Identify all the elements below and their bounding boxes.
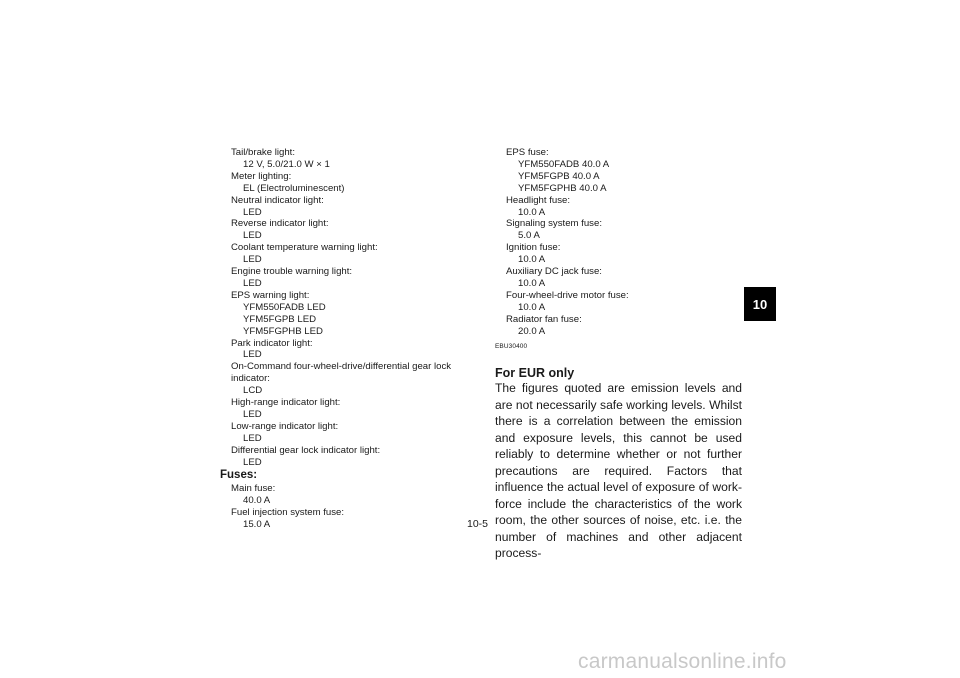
spec-value: 15.0 A bbox=[243, 519, 271, 531]
spec-value: 10.0 A bbox=[518, 301, 546, 313]
spec-value: 12 V, 5.0/21.0 W × 1 bbox=[243, 158, 330, 170]
watermark: carmanualsonline.info bbox=[578, 650, 787, 673]
chapter-tab: 10 bbox=[744, 287, 776, 321]
spec-item bbox=[231, 397, 471, 421]
spec-item bbox=[231, 445, 471, 469]
spec-item bbox=[231, 421, 471, 445]
spec-label: Park indicator light: bbox=[231, 337, 313, 349]
page-number: 10-5 bbox=[467, 518, 489, 530]
spec-value: LED bbox=[243, 206, 262, 218]
spec-label: Coolant temperature warning light: bbox=[231, 242, 378, 254]
spec-value: LED bbox=[243, 456, 262, 468]
spec-item bbox=[231, 361, 471, 397]
spec-label: EPS warning light: bbox=[231, 289, 310, 301]
spec-item bbox=[506, 314, 746, 338]
spec-value: 40.0 A bbox=[243, 495, 271, 507]
spec-item bbox=[506, 242, 746, 266]
spec-value: LED bbox=[243, 408, 262, 420]
spec-label: EPS fuse: bbox=[506, 147, 549, 158]
spec-label: Neutral indicator light: bbox=[231, 194, 324, 206]
spec-value: 10.0 A bbox=[518, 254, 546, 266]
spec-item bbox=[231, 290, 471, 338]
spec-label: Reverse indicator light: bbox=[231, 218, 329, 230]
spec-item bbox=[231, 195, 471, 219]
spec-value: LED bbox=[243, 277, 262, 289]
spec-value: YFM550FADB 40.0 A bbox=[518, 158, 610, 170]
spec-label: Engine trouble warning light: bbox=[231, 266, 353, 278]
right-spec-column bbox=[506, 147, 746, 338]
spec-value: 5.0 A bbox=[518, 230, 540, 242]
spec-label-continued: indicator: bbox=[231, 373, 270, 385]
spec-item bbox=[231, 147, 471, 171]
spec-value: 20.0 A bbox=[518, 325, 546, 337]
spec-item bbox=[506, 290, 746, 314]
spec-item bbox=[231, 338, 471, 362]
spec-value: LED bbox=[243, 230, 262, 242]
spec-label: Ignition fuse: bbox=[506, 242, 561, 254]
eur-section-title: For EUR only bbox=[495, 366, 575, 380]
spec-value: 10.0 A bbox=[518, 206, 546, 218]
spec-item bbox=[506, 147, 746, 195]
spec-item bbox=[231, 483, 471, 507]
spec-label: Signaling system fuse: bbox=[506, 218, 602, 230]
spec-label: Fuel injection system fuse: bbox=[231, 507, 345, 519]
spec-label: Low-range indicator light: bbox=[231, 420, 339, 432]
spec-item bbox=[231, 218, 471, 242]
spec-value: EL (Electroluminescent) bbox=[243, 182, 345, 194]
section-code: EBU30400 bbox=[495, 343, 528, 350]
spec-label: High-range indicator light: bbox=[231, 397, 341, 409]
spec-item bbox=[231, 266, 471, 290]
spec-value: LED bbox=[243, 254, 262, 266]
spec-item bbox=[231, 242, 471, 266]
spec-value: 10.0 A bbox=[518, 277, 546, 289]
spec-value: YFM5FGPHB LED bbox=[243, 325, 323, 337]
spec-item bbox=[231, 507, 471, 531]
spec-value: LCD bbox=[243, 385, 263, 397]
left-spec-column bbox=[220, 147, 471, 531]
spec-value: LED bbox=[243, 349, 262, 361]
spec-value: LED bbox=[243, 432, 262, 444]
spec-item bbox=[506, 218, 746, 242]
spec-label: Four-wheel-drive motor fuse: bbox=[506, 289, 629, 301]
fuses-heading: Fuses: bbox=[220, 469, 258, 482]
spec-label: Differential gear lock indicator light: bbox=[231, 444, 381, 456]
spec-value: YFM550FADB LED bbox=[243, 301, 326, 313]
spec-value: YFM5FGPB LED bbox=[243, 313, 317, 325]
eur-paragraph: The figures quoted are emission levels and are not necessarily safe working levels. Whilst there is a correlation between the emission and exposure levels, this cannot be used reliably to determine whether or not further precautions are required. Factors that influence the actual level of exposure of work-force include the characteristics of the work room, the other sources of noise, etc. i.e. the number of machines and other adjacent process- bbox=[495, 381, 742, 560]
spec-value: YFM5FGPHB 40.0 A bbox=[518, 182, 607, 194]
spec-value: YFM5FGPB 40.0 A bbox=[518, 170, 600, 182]
spec-label: Main fuse: bbox=[231, 483, 276, 495]
spec-item bbox=[506, 195, 746, 219]
spec-label: On-Command four-wheel-drive/differential gear lock bbox=[231, 361, 452, 373]
spec-item bbox=[231, 171, 471, 195]
spec-label: Headlight fuse: bbox=[506, 194, 570, 206]
spec-label: Tail/brake light: bbox=[231, 147, 295, 158]
spec-label: Meter lighting: bbox=[231, 170, 292, 182]
spec-item bbox=[506, 266, 746, 290]
spec-label: Auxiliary DC jack fuse: bbox=[506, 266, 602, 278]
spec-label: Radiator fan fuse: bbox=[506, 313, 582, 325]
